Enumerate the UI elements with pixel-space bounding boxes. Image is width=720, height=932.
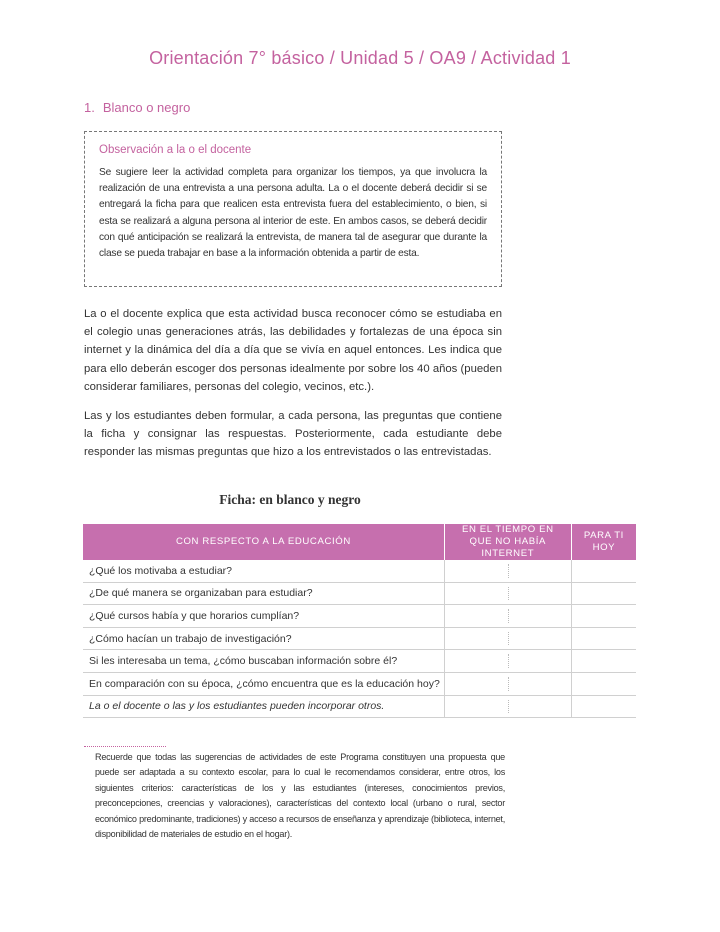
question-cell: Si les interesaba un tema, ¿cómo buscaban información sobre él? <box>83 650 444 673</box>
paragraph-intro: La o el docente explica que esta actividad busca reconocer cómo se estudiaba en el colegio unas generaciones atrás, las debilidades y fortalezas de una época sin internet y la dinámica del día a día que se vivía en aquel entonces. Les indica que para ello deberán escoger dos personas idealmente por sobre los 40 años (pueden considerar familiares, personas del colegio, vecinos, etc.). <box>84 308 502 393</box>
table-header-row <box>83 524 636 560</box>
answer-cell-today[interactable] <box>571 582 636 605</box>
paragraph-instructions: Las y los estudiantes deben formular, a cada persona, las preguntas que contiene la ficha y consignar las respuestas. Posteriormente, cada estudiante debe responder las mismas preguntas que hizo a los entrevistados o las entrevistadas. <box>84 410 502 459</box>
column-header-today: PARA TI HOY <box>571 524 636 560</box>
section-heading <box>84 100 190 115</box>
question-cell-optional: La o el docente o las y los estudiantes pueden incorporar otros. <box>83 695 444 718</box>
answer-cell-today[interactable] <box>571 672 636 695</box>
teacher-note-box <box>84 131 502 287</box>
table-row <box>83 560 636 582</box>
answer-cell-past[interactable] <box>444 695 571 718</box>
table-row <box>83 582 636 605</box>
answer-cell-past[interactable] <box>444 627 571 650</box>
answer-cell-today[interactable] <box>571 627 636 650</box>
question-cell: ¿Cómo hacían un trabajo de investigación? <box>83 627 444 650</box>
question-cell: ¿De qué manera se organizaban para estudiar? <box>83 582 444 605</box>
worksheet-table <box>83 524 636 718</box>
footnote-text: Recuerde que todas las sugerencias de actividades de este Programa constituyen una propuesta que puede ser adaptada a su contexto escolar, para lo cual le recomendamos considerar, entre otros, los siguientes criterios: características de los y las estudiantes (intereses, conocimientos previos, preconcepciones, creencias y valoraciones), características del contexto local (urbano o rural, sector económico predominante, tradiciones) y acceso a recursos de enseñanza y aprendizaje (biblioteca, internet, disponibilidad de materiales de estudio en el hogar). <box>95 752 505 840</box>
question-cell: ¿Qué cursos había y que horarios cumplían? <box>83 605 444 628</box>
section-number: 1. <box>84 100 95 115</box>
column-header-no-internet: EN EL TIEMPO EN QUE NO HABÍA INTERNET <box>444 524 571 560</box>
answer-cell-today[interactable] <box>571 560 636 582</box>
question-cell: En comparación con su época, ¿cómo encuentra que es la educación hoy? <box>83 672 444 695</box>
page-title: Orientación 7° básico / Unidad 5 / OA9 / Actividad 1 <box>149 48 571 68</box>
answer-cell-today[interactable] <box>571 650 636 673</box>
column-header-education: CON RESPECTO A LA EDUCACIÓN <box>83 524 444 560</box>
answer-cell-today[interactable] <box>571 605 636 628</box>
answer-cell-today[interactable] <box>571 695 636 718</box>
answer-cell-past[interactable] <box>444 582 571 605</box>
worksheet-title: Ficha: en blanco y negro <box>219 492 361 507</box>
answer-cell-past[interactable] <box>444 650 571 673</box>
table-row <box>83 650 636 673</box>
answer-cell-past[interactable] <box>444 560 571 582</box>
table-row <box>83 605 636 628</box>
teacher-note-text: Se sugiere leer la actividad completa para organizar los tiempos, ya que involucra la realización de una entrevista a una persona adulta. La o el docente deberá decidir si se entregará la ficha para que realicen esta entrevista fuera del establecimiento, o bien, si esta se realizará a alguna persona al interior de este. En ambos casos, se deberá decidir con qué anticipación se realizará la entrevista, de manera tal de asegurar que durante la clase se pueda trabajar en base a la información obtenida a partir de esta. <box>99 167 487 260</box>
section-title: Blanco o negro <box>102 100 191 115</box>
table-row <box>83 695 636 718</box>
footnote-divider <box>84 746 166 747</box>
table-row <box>83 672 636 695</box>
question-cell: ¿Qué los motivaba a estudiar? <box>83 560 444 582</box>
table-row <box>83 627 636 650</box>
answer-cell-past[interactable] <box>444 605 571 628</box>
answer-cell-past[interactable] <box>444 672 571 695</box>
teacher-note-title: Observación a la o el docente <box>99 144 252 156</box>
